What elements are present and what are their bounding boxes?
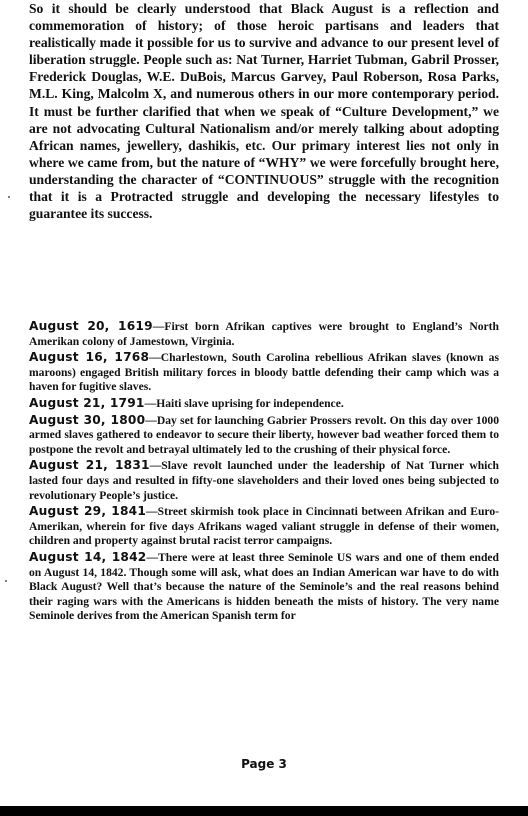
timeline-date: August 29, 1841	[29, 504, 147, 519]
timeline-entry	[29, 413, 499, 458]
scan-edge-bar	[0, 806, 528, 816]
timeline-date: August 21, 1831	[29, 458, 150, 473]
scan-speck	[5, 580, 7, 582]
timeline-entry	[29, 350, 499, 395]
timeline-entry	[29, 550, 499, 624]
scan-speck	[8, 196, 10, 198]
timeline-entry	[29, 458, 499, 503]
timeline-date: August 21, 1791	[29, 395, 145, 410]
timeline-entry	[29, 396, 499, 412]
timeline-date: August 30, 1800	[29, 412, 146, 427]
timeline-entry	[29, 319, 499, 349]
timeline-text: —Street skirmish took place in Cincinnati between Afrikan and Euro-Amerikan, wherein for five days Afrikans waged valiant struggle in defense of their women, children and property against brutal racist terror campaigns.	[29, 505, 499, 548]
timeline-text: —There were at least three Seminole US wars and one of them ended on August 14, 1842. Though some will ask, what does an Indian American war have to do with Black August? Well that’s because the nature of the Seminole’s and the real reasons behind their raging wars with the Americans is hidden beneath the mists of history. The very name Seminole derives from the American Spanish term for	[29, 550, 499, 623]
timeline-text: —Charlestown, South Carolina rebellious Afrikan slaves (known as maroons) engaged British military forces in bloody battle defending their camp which was a haven for fugitive slaves.	[29, 351, 499, 394]
timeline-date: August 14, 1842	[29, 549, 147, 564]
timeline-text: —First born Afrikan captives were brought to England’s North Amerikan colony of Jamestown, Virginia.	[29, 320, 499, 348]
timeline-date: August 16, 1768	[29, 350, 150, 365]
timeline-entry	[29, 504, 499, 549]
timeline-date: August 20, 1619	[29, 319, 153, 333]
timeline-text: —Slave revolt launched under the leadership of Nat Turner which lasted four days and resulted in fifty-one slaveholders and their loved ones being subjected to revolutionary People’s justice.	[29, 459, 499, 502]
page-number: Page 3	[241, 757, 287, 771]
timeline-list	[29, 319, 499, 625]
timeline-text: —Haiti slave uprising for independence.	[144, 396, 344, 410]
timeline-text: —Day set for launching Gabrier Prossers revolt. On this day over 1000 armed slaves gathered to endeavor to secure their liberty, however bad weather forced them to postpone the revolt and betrayal ultimately led to the crushing of their physical force.	[29, 413, 500, 456]
intro-paragraph: So it should be clearly understood that Black August is a reflection and commemoration of history; of those heroic partisans and leaders that realistically made it possible for us to survive and advance to our present level of liberation struggle. People such as: Nat Turner, Harriet Tubman, Gabril Prosser, Frederick Douglas, W.E. DuBois, Marcus Garvey, Paul Roberson, Rosa Parks, M.L. King, Malcolm X, and numerous others in our more contemporary period. It must be further clarified that when we speak of “Culture Development,” we are not advocating Cultural Nationalism and/or merely talking about adopting African names, jewellery, dashikis, etc. Our primary interest lies not only in where we came from, but the nature of “WHY” we were forcefully brought here, understanding the character of “CONTINUOUS” struggle with the recognition that it is a Protracted struggle and developing the necessary lifestyles to guarantee its success.	[29, 1, 499, 222]
